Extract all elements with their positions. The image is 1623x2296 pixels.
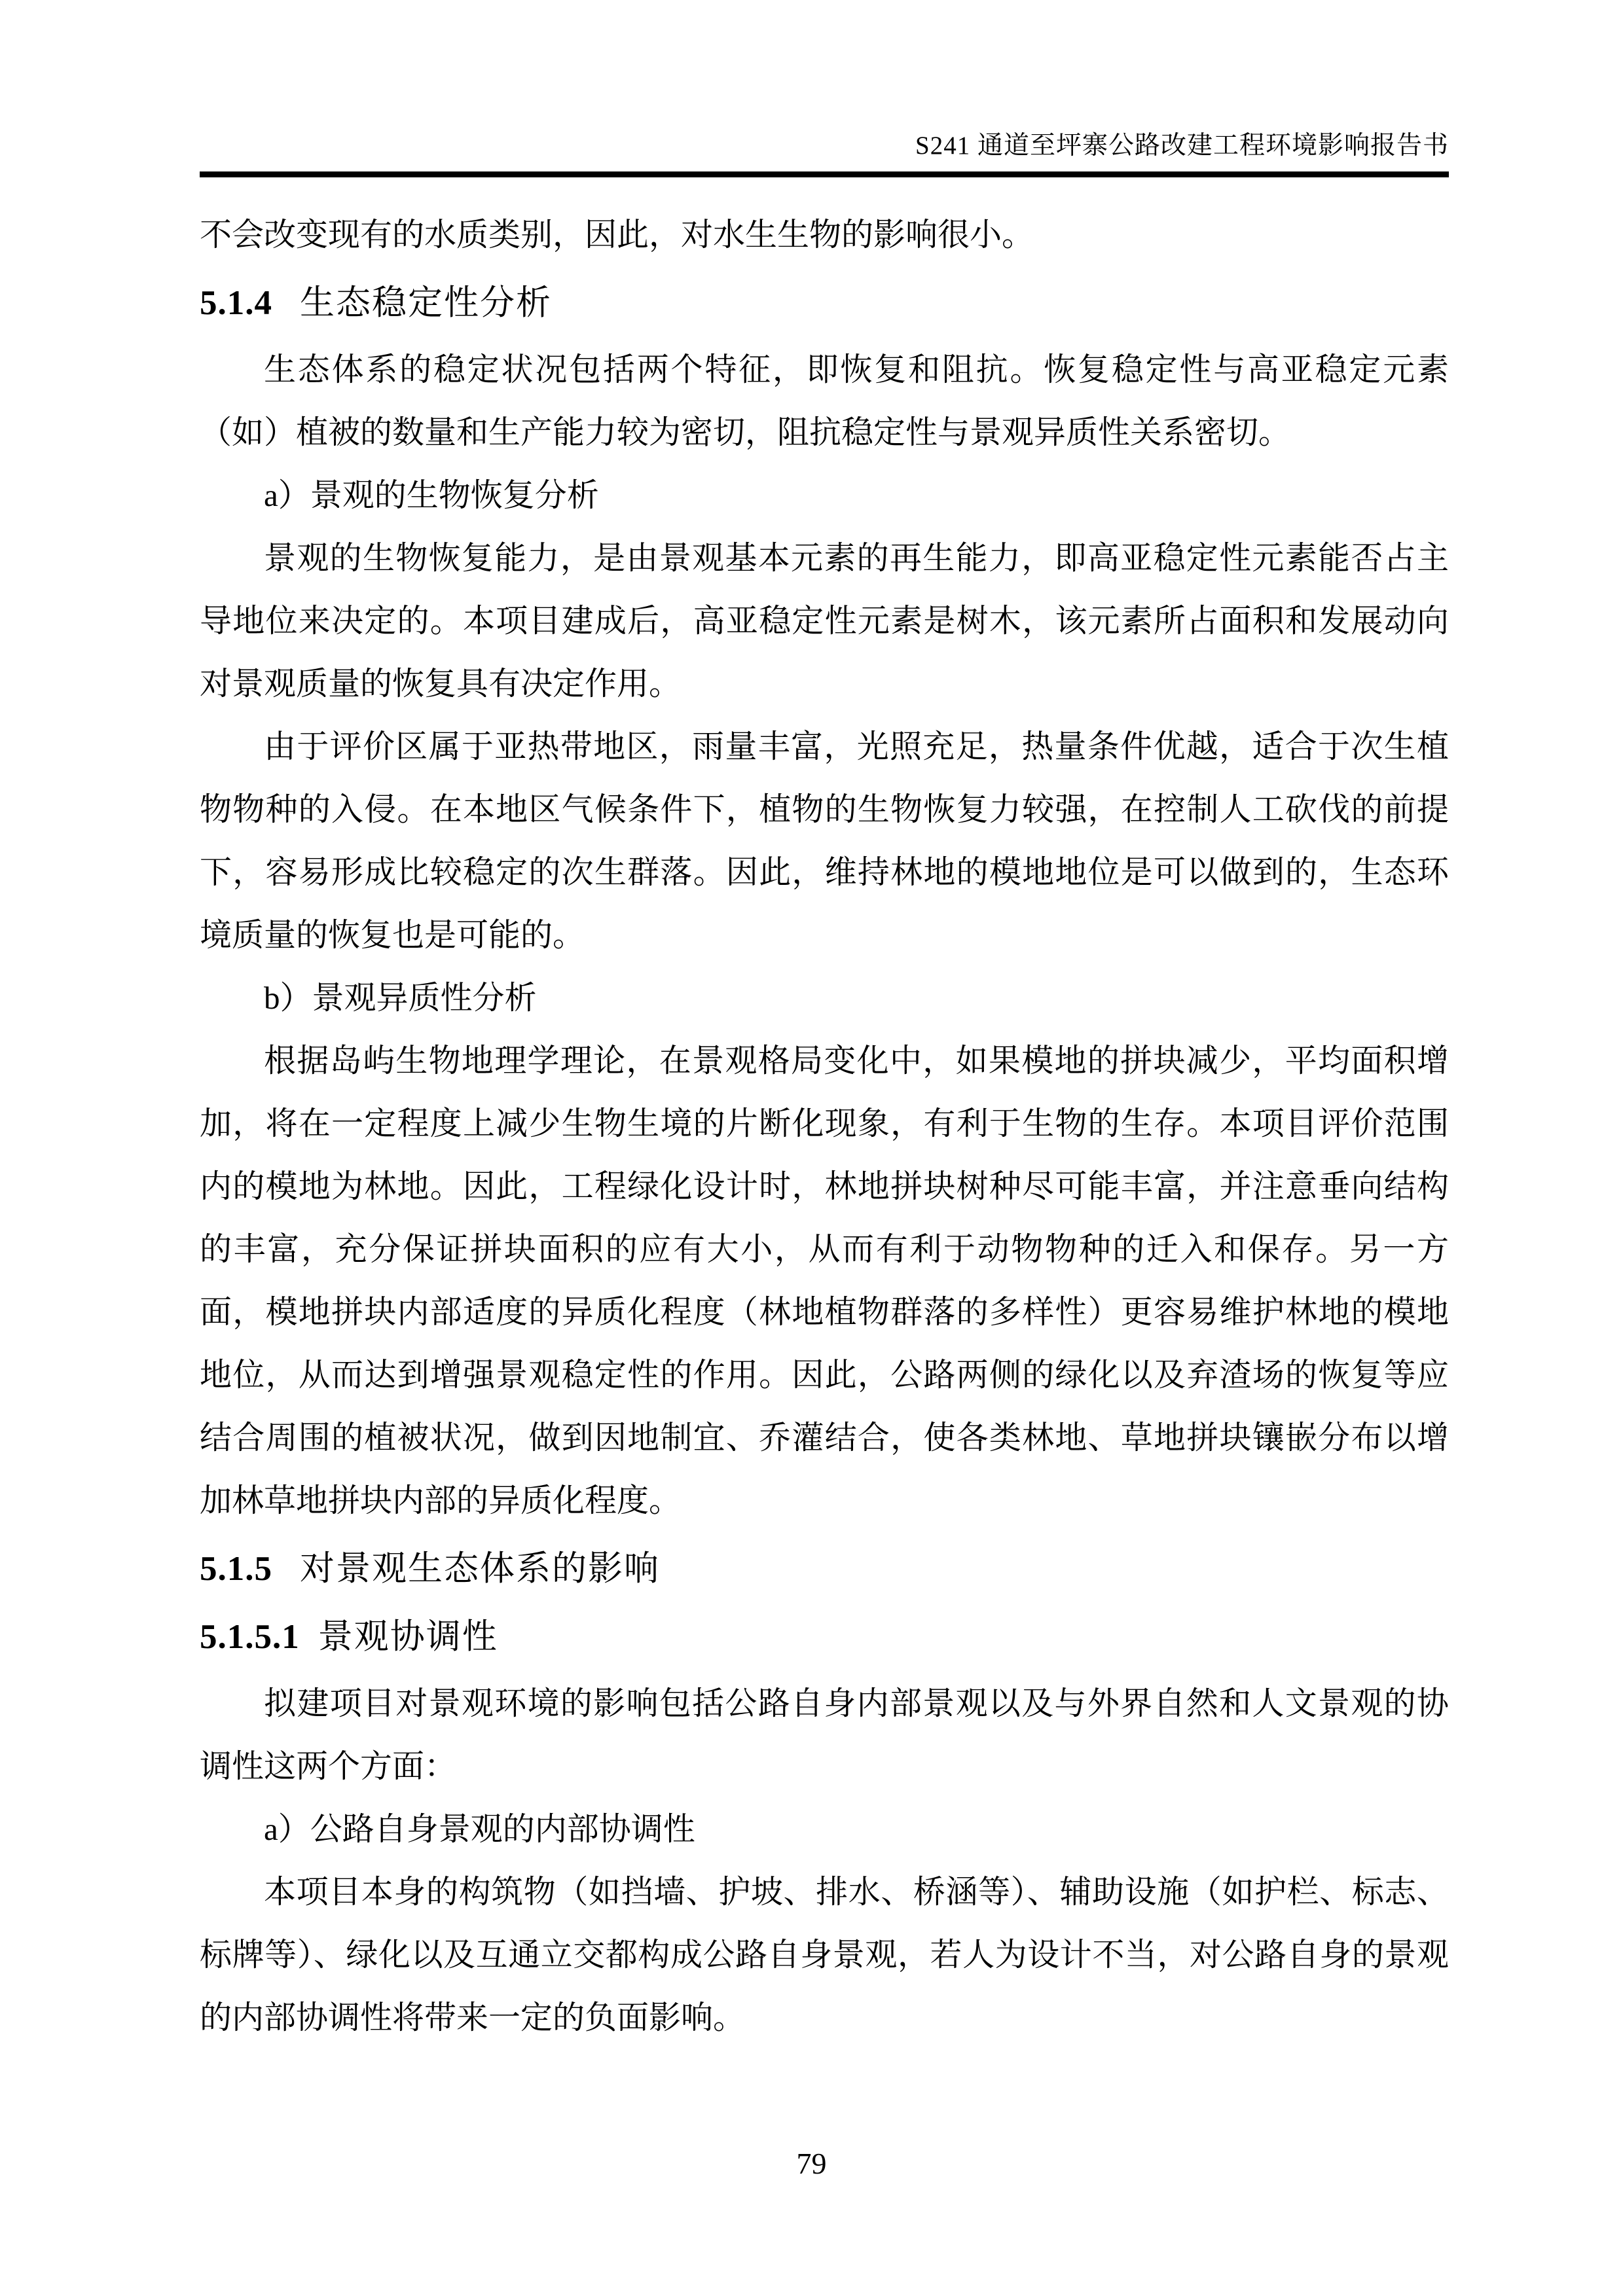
- header-rule: [200, 171, 1449, 177]
- paragraph: b）景观异质性分析: [264, 980, 537, 1016]
- heading-number: 5.1.5: [200, 1550, 272, 1588]
- page-header-title: S241 通道至坪寨公路改建工程环境影响报告书: [915, 132, 1449, 160]
- paragraph: 拟建项目对景观环境的影响包括公路自身内部景观以及与外界自然和人文景观的协调性这两个方面：: [200, 1685, 1449, 1784]
- paragraph: 由于评价区属于亚热带地区，雨量丰富，光照充足，热量条件优越，适合于次生植物物种的入侵。在本地区气候条件下，植物的生物恢复力较强，在控制人工砍伐的前提下，容易形成比较稳定的次生群落。因此，维持林地的模地地位是可以做到的，生态环境质量的恢复也是可能的。: [200, 728, 1449, 953]
- paragraph: 根据岛屿生物地理学理论，在景观格局变化中，如果模地的拼块减少，平均面积增加，将在一定程度上减少生物生境的片断化现象，有利于生物的生存。本项目评价范围内的模地为林地。因此，工程绿化设计时，林地拼块树种尽可能丰富，并注意垂向结构的丰富，充分保证拼块面积的应有大小，从而有利于动物物种的迁入和保存。另一方面，模地拼块内部适度的异质化程度（林地植物群落的多样性）更容易维护林地的模地地位，从而达到增强景观稳定性的作用。因此，公路两侧的绿化以及弃渣场的恢复等应结合周围的植被状况，做到因地制宜、乔灌结合，使各类林地、草地拼块镶嵌分布以增加林草地拼块内部的异质化程度。: [200, 1043, 1449, 1518]
- paragraph: 景观的生物恢复能力，是由景观基本元素的再生能力，即高亚稳定性元素能否占主导地位来决定的。本项目建成后，高亚稳定性元素是树木，该元素所占面积和发展动向对景观质量的恢复具有决定作用。: [200, 540, 1449, 702]
- section-heading: [200, 1605, 1449, 1668]
- paragraph: 本项目本身的构筑物（如挡墙、护坡、排水、桥涵等）、辅助设施（如护栏、标志、标牌等）、绿化以及互通立交都构成公路自身景观，若人为设计不当，对公路自身的景观的内部协调性将带来一定的负面影响。: [200, 1874, 1449, 2036]
- heading-title: 景观协调性: [318, 1618, 498, 1656]
- paragraph: 生态体系的稳定状况包括两个特征，即恢复和阻抗。恢复稳定性与高亚稳定元素（如）植被的数量和生产能力较为密切，阻抗稳定性与景观异质性关系密切。: [200, 351, 1449, 450]
- section-heading: [200, 1537, 1449, 1600]
- document-body: [200, 204, 1449, 2049]
- heading-number: 5.1.4: [200, 284, 272, 322]
- page-number: 79: [796, 2147, 827, 2180]
- text-column: [200, 0, 1449, 2049]
- paragraph: 不会改变现有的水质类别，因此，对水生生物的影响很小。: [200, 217, 1034, 253]
- paragraph: a）景观的生物恢复分析: [264, 477, 599, 513]
- heading-title: 对景观生态体系的影响: [300, 1550, 660, 1588]
- heading-number: 5.1.5.1: [200, 1618, 300, 1656]
- paragraph: a）公路自身景观的内部协调性: [264, 1811, 695, 1847]
- section-heading: [200, 272, 1449, 334]
- heading-title: 生态稳定性分析: [300, 284, 552, 322]
